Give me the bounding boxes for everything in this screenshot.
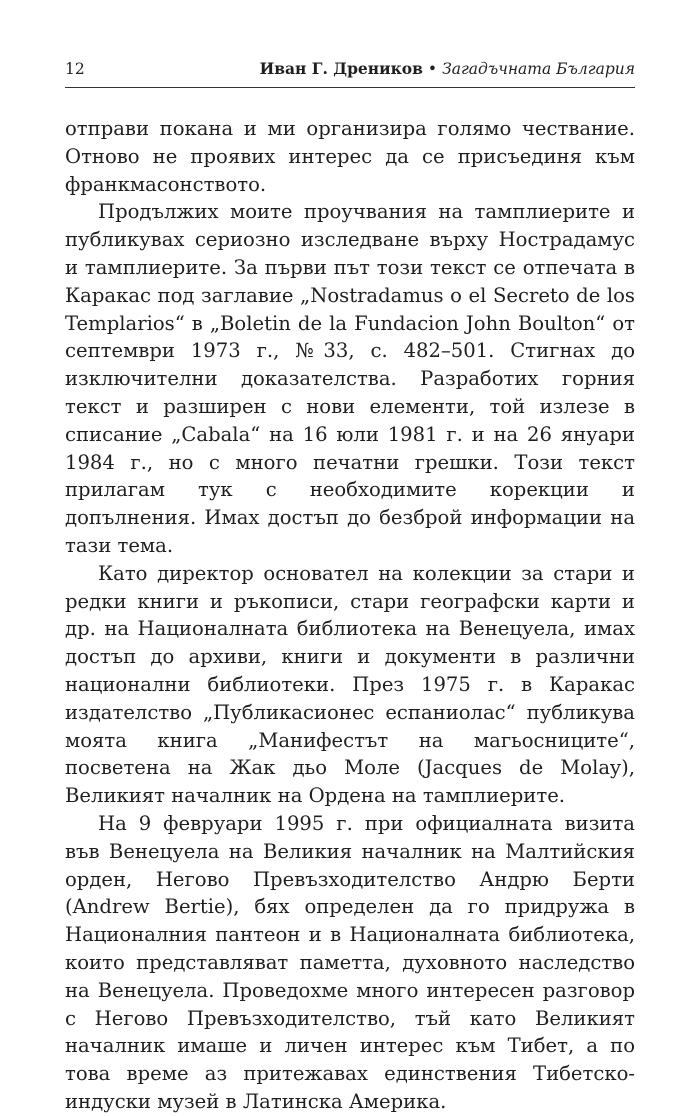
paragraph-1: отправи покана и ми организира голямо чествание. Отново не проявих интерес да се присъединя към франкмасонството. (65, 117, 635, 196)
author-name: Иван Г. Дреников (259, 59, 423, 78)
book-title: Загадъчната България (442, 60, 635, 78)
body-text (65, 115, 635, 1116)
paragraph-3: Като директор основател на колекции за стари и редки книги и ръкописи, стари географски карти и др. на Националната библиотека на Венецуела, имах достъп до архиви, книги и документи в различни национални библиотеки. През 1975 г. в Каракас издателство „Публикасионес еспаниолас“ публикува моята книга „Манифестът на магьосниците“, посветена на Жак дьо Моле (Jacques de Molay), Великият началник на Ордена на тамплиерите. (65, 561, 635, 808)
paragraph-2: Продължих моите проучвания на тамплиерите и публикувах сериозно изследване върху Нострадамус и тамплиерите. За първи път този текст се отпечата в Каракас под заглавие „Nostradamus o el Secreto de los Templarios“ в „Boletin de la Fundacion John Boulton“ от септември 1973 г., №33, с. 482–501. Стигнах до изключителни доказателства. Разработих горния текст и разширен с нови елементи, той излезе в списание „Cabala“ на 16 юли 1981 г. и на 26 януари 1984 г., но с много печатни грешки. Този текст прилагам тук с необходимите корекции и допълнения. Имах достъп до безброй информации на тази тема. (65, 200, 635, 557)
running-header (65, 58, 635, 88)
book-page (65, 58, 635, 1116)
paragraph-4: На 9 февруари 1995 г. при официалната визита във Венецуела на Великия началник на Малтийския орден, Негово Превъзходителство Андрю Берти (Andrew Bertie), бях определен да го придружа в Националния пантеон и в Националната библиотека, които представляват паметта, духовното наследство на Венецуела. Проведохме много интересен разговор с Негово Превъзходителство, тъй като Великият началник имаше и личен интерес към Тибет, а по това време аз притежавах единствения Тибетско-индуски музей в Латинска Америка. (65, 811, 635, 1113)
page-number: 12 (65, 60, 85, 78)
header-separator: • (427, 60, 438, 78)
header-title-group (260, 58, 635, 80)
